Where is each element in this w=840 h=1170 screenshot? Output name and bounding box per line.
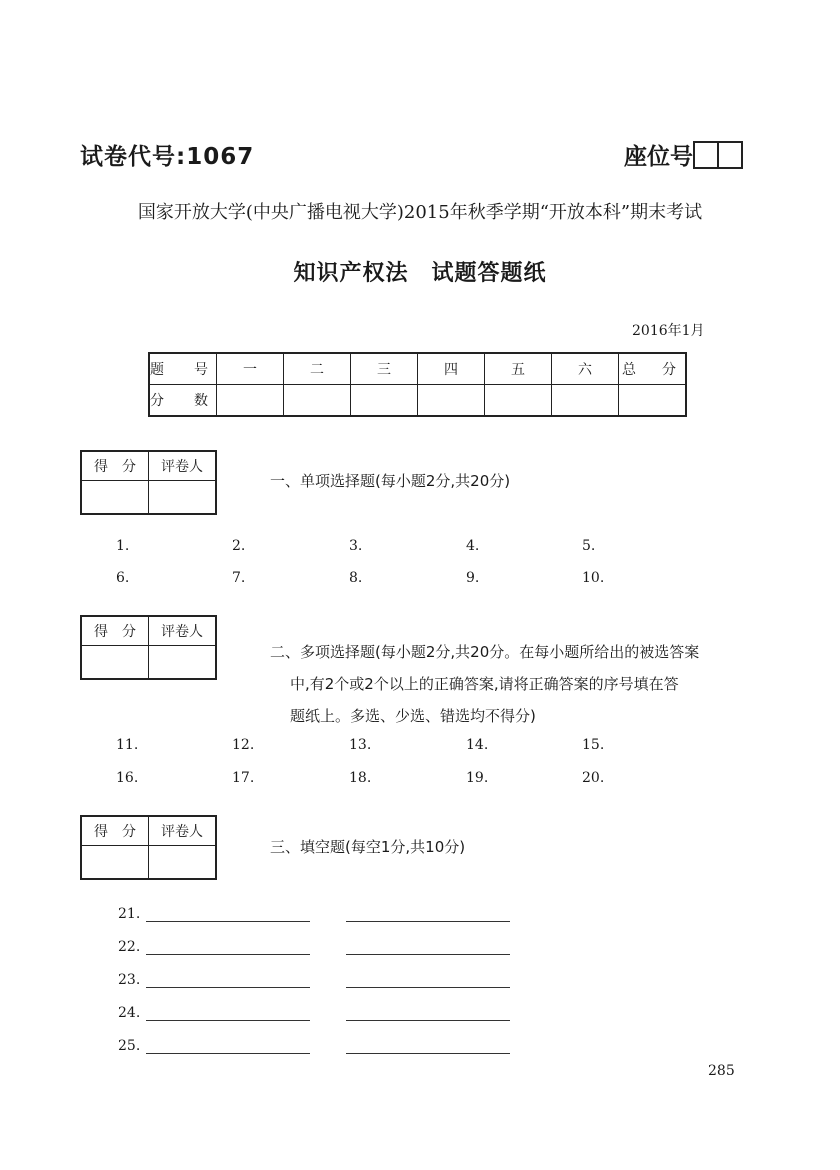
score-cell[interactable] bbox=[418, 385, 485, 417]
section1-heading: 一、单项选择题(每小题2分,共20分) bbox=[270, 472, 511, 490]
col-5: 五 bbox=[485, 353, 552, 385]
fill-number: 24. bbox=[118, 1005, 141, 1021]
score-label: 分 数 bbox=[149, 385, 217, 417]
section2-line2: 中,有2个或2个以上的正确答案,请将正确答案的序号填在答 bbox=[290, 675, 679, 693]
answer-item[interactable]: 16. bbox=[116, 770, 139, 786]
grader-reviewer-label: 评卷人 bbox=[149, 451, 217, 481]
fill-blank-row bbox=[118, 1037, 510, 1054]
grader-score-cell[interactable] bbox=[81, 846, 149, 880]
answer-item[interactable]: 6. bbox=[116, 570, 130, 586]
answer-item[interactable]: 12. bbox=[232, 737, 255, 753]
fill-blank[interactable] bbox=[146, 1037, 310, 1054]
total-label: 总 分 bbox=[619, 353, 687, 385]
col-4: 四 bbox=[418, 353, 485, 385]
section2-line1: 二、多项选择题(每小题2分,共20分。在每小题所给出的被选答案 bbox=[270, 643, 700, 661]
seat-number bbox=[624, 138, 743, 171]
fill-blank[interactable] bbox=[346, 1004, 510, 1021]
section3-heading: 三、填空题(每空1分,共10分) bbox=[270, 838, 466, 856]
exam-code: 试卷代号:1067 bbox=[80, 144, 255, 170]
score-table bbox=[148, 352, 687, 417]
score-cell[interactable] bbox=[284, 385, 351, 417]
answer-item[interactable]: 14. bbox=[466, 737, 489, 753]
score-cell[interactable] bbox=[485, 385, 552, 417]
fill-blank[interactable] bbox=[346, 938, 510, 955]
section2-heading bbox=[270, 636, 750, 732]
fill-blank-row bbox=[118, 905, 510, 922]
fill-blank[interactable] bbox=[346, 905, 510, 922]
answer-item[interactable]: 2. bbox=[232, 538, 246, 554]
seat-boxes[interactable] bbox=[695, 141, 743, 169]
grader-score-label: 得 分 bbox=[81, 816, 149, 846]
fill-blank-row bbox=[118, 938, 510, 955]
fill-number: 25. bbox=[118, 1038, 141, 1054]
col-3: 三 bbox=[351, 353, 418, 385]
fill-blank-row bbox=[118, 1004, 510, 1021]
grader-reviewer-cell[interactable] bbox=[149, 646, 217, 680]
answer-item[interactable]: 3. bbox=[349, 538, 363, 554]
fill-blank[interactable] bbox=[146, 971, 310, 988]
grader-reviewer-cell[interactable] bbox=[149, 846, 217, 880]
grader-box-2 bbox=[80, 615, 217, 680]
answer-item[interactable]: 13. bbox=[349, 737, 372, 753]
grader-box-3 bbox=[80, 815, 217, 880]
answer-item[interactable]: 17. bbox=[232, 770, 255, 786]
answer-item[interactable]: 7. bbox=[232, 570, 246, 586]
score-cell[interactable] bbox=[552, 385, 619, 417]
section2-line3: 题纸上。多选、少选、错选均不得分) bbox=[290, 707, 536, 725]
answer-item[interactable]: 19. bbox=[466, 770, 489, 786]
seat-label: 座位号 bbox=[624, 144, 693, 170]
answer-item[interactable]: 5. bbox=[582, 538, 596, 554]
answer-item[interactable]: 20. bbox=[582, 770, 605, 786]
grader-score-cell[interactable] bbox=[81, 481, 149, 515]
page-number: 285 bbox=[708, 1063, 735, 1079]
answer-item[interactable]: 15. bbox=[582, 737, 605, 753]
col-6: 六 bbox=[552, 353, 619, 385]
total-score-cell[interactable] bbox=[619, 385, 687, 417]
grader-reviewer-label: 评卷人 bbox=[149, 816, 217, 846]
answer-item[interactable]: 1. bbox=[116, 538, 130, 554]
col-1: 一 bbox=[217, 353, 284, 385]
fill-blank-row bbox=[118, 971, 510, 988]
fill-blank[interactable] bbox=[146, 1004, 310, 1021]
answer-item[interactable]: 9. bbox=[466, 570, 480, 586]
grader-reviewer-label: 评卷人 bbox=[149, 616, 217, 646]
grader-score-label: 得 分 bbox=[81, 616, 149, 646]
fill-number: 22. bbox=[118, 939, 141, 955]
answer-item[interactable]: 4. bbox=[466, 538, 480, 554]
fill-blank[interactable] bbox=[346, 971, 510, 988]
fill-number: 21. bbox=[118, 906, 141, 922]
answer-item[interactable]: 18. bbox=[349, 770, 372, 786]
grader-box-1 bbox=[80, 450, 217, 515]
fill-blank[interactable] bbox=[146, 938, 310, 955]
score-cell[interactable] bbox=[351, 385, 418, 417]
fill-blank[interactable] bbox=[146, 905, 310, 922]
score-cell[interactable] bbox=[217, 385, 284, 417]
page-title: 知识产权法 试题答题纸 bbox=[293, 261, 547, 286]
exam-date: 2016年1月 bbox=[632, 323, 705, 339]
question-number-label: 题 号 bbox=[149, 353, 217, 385]
university-line: 国家开放大学(中央广播电视大学)2015年秋季学期“开放本科”期末考试 bbox=[137, 202, 703, 223]
col-2: 二 bbox=[284, 353, 351, 385]
grader-score-cell[interactable] bbox=[81, 646, 149, 680]
answer-item[interactable]: 8. bbox=[349, 570, 363, 586]
fill-blank[interactable] bbox=[346, 1037, 510, 1054]
fill-number: 23. bbox=[118, 972, 141, 988]
answer-item[interactable]: 11. bbox=[116, 737, 139, 753]
grader-reviewer-cell[interactable] bbox=[149, 481, 217, 515]
grader-score-label: 得 分 bbox=[81, 451, 149, 481]
answer-item[interactable]: 10. bbox=[582, 570, 605, 586]
